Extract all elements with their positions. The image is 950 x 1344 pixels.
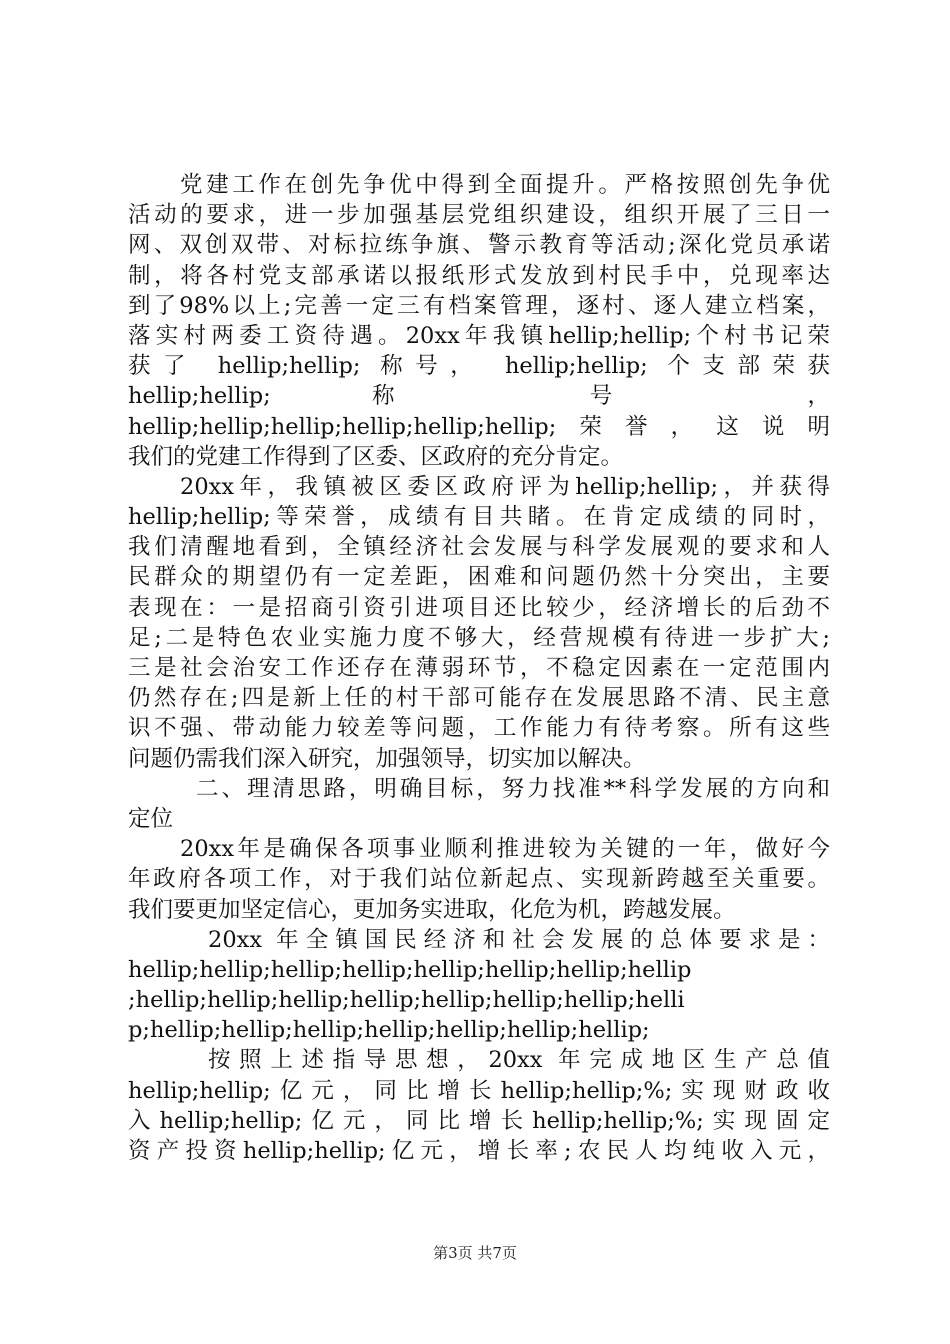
text-line: 制，将各村党支部承诺以报纸形式发放到村民手中，兑现率达 [128, 262, 830, 289]
text-line: 表现在：一是招商引资引进项目还比较少，经济增长的后劲不 [128, 594, 830, 621]
text-line: hellip;hellip;亿元，同比增长hellip;hellip;%;实现财政收 [128, 1077, 830, 1104]
text-line: 到了98%以上;完善一定三有档案管理，逐村、逐人建立档案， [128, 292, 830, 319]
text-line: 活动的要求，进一步加强基层党组织建设，组织开展了三日一 [128, 202, 830, 229]
text-line: 资产投资hellip;hellip;亿元，增长率;农民人均纯收入元， [128, 1138, 830, 1164]
text-line: 20xx年，我镇被区委区政府评为hellip;hellip;，并获得 [180, 473, 830, 500]
text-line: 入hellip;hellip;亿元，同比增长hellip;hellip;%;实现固定 [128, 1107, 830, 1134]
text-line: 我们的党建工作得到了区委、区政府的充分肯定。 [128, 443, 624, 470]
text-line: p;hellip;hellip;hellip;hellip;hellip;hellip;hellip; [128, 1017, 650, 1044]
text-line: 落实村两委工资待遇。20xx年我镇hellip;hellip;个村书记荣 [128, 322, 830, 349]
text-line: 问题仍需我们深入研究，加强领导，切实加以解决。 [128, 745, 646, 772]
text-line: 仍然存在;四是新上任的村干部可能存在发展思路不清、民主意 [128, 685, 830, 712]
text-line: 20xx 年全镇国民经济和社会发展的总体要求是： [208, 926, 830, 953]
section-heading-line: 二、理清思路，明确目标，努力找准**科学发展的方向和 [196, 775, 830, 802]
text-line: 识不强、带动能力较差等问题，工作能力有待考察。所有这些 [128, 715, 830, 742]
text-line: 年政府各项工作，对于我们站位新起点、实现新跨越至关重要。 [128, 866, 830, 893]
text-line: 网、双创双带、对标拉练争旗、警示教育等活动;深化党员承诺 [128, 232, 830, 259]
text-line: 我们清醒地看到，全镇经济社会发展与科学发展观的要求和人 [128, 534, 830, 561]
section-heading-line: 定位 [128, 805, 174, 832]
text-line: 获了 hellip;hellip; 称号， hellip;hellip; 个支部荣获 [128, 353, 830, 380]
text-line: 民群众的期望仍有一定差距，困难和问题仍然十分突出，主要 [128, 564, 830, 591]
page-footer: 第3页 共7页 [433, 1244, 517, 1262]
text-line: ;hellip;hellip;hellip;hellip;hellip;hellip;hellip;helli [128, 987, 685, 1014]
text-line: 按照上述指导思想，20xx 年完成地区生产总值 [208, 1047, 830, 1074]
text-line: hellip;hellip; 称 号 ， [128, 383, 830, 410]
text-line: hellip;hellip;等荣誉，成绩有目共睹。在肯定成绩的同时， [128, 504, 830, 531]
text-line: 20xx年是确保各项事业顺利推进较为关键的一年，做好今 [180, 836, 830, 863]
text-line: 党建工作在创先争优中得到全面提升。严格按照创先争优 [180, 172, 830, 198]
text-line: hellip;hellip;hellip;hellip;hellip;hellip;荣誉，这说明 [128, 413, 830, 440]
text-line: 三是社会治安工作还存在薄弱环节，不稳定因素在一定范围内 [128, 655, 830, 681]
text-line: 足;二是特色农业实施力度不够大，经营规模有待进一步扩大; [128, 624, 830, 651]
text-line: 我们要更加坚定信心，更加务实进取，化危为机，跨越发展。 [128, 896, 736, 923]
text-line: hellip;hellip;hellip;hellip;hellip;hellip;hellip;hellip [128, 956, 692, 983]
document-body [128, 170, 830, 1166]
